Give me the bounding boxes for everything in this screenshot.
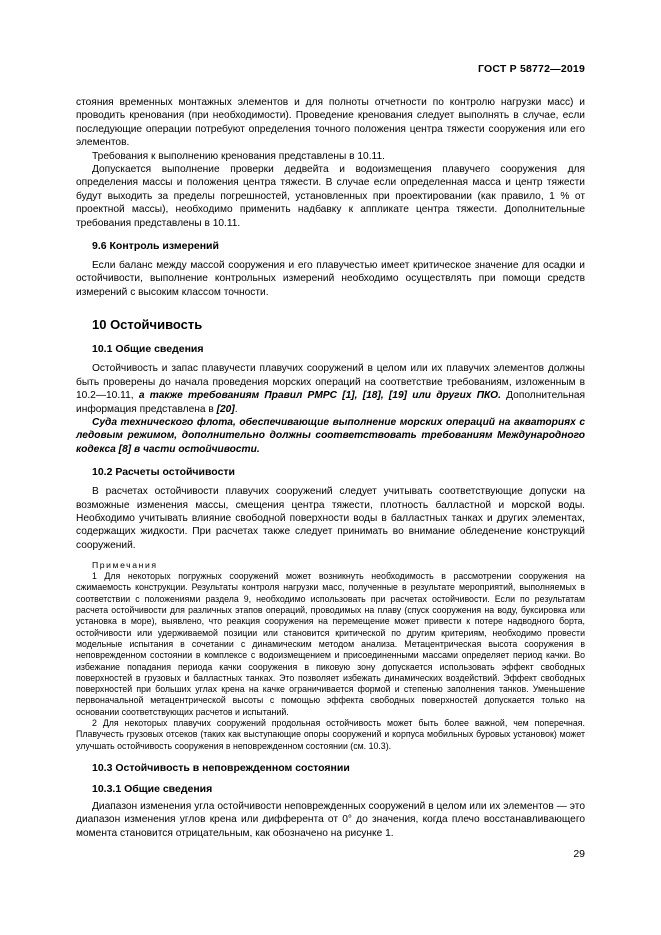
paragraph-stability-general [76, 362, 585, 416]
paragraph-inclining-ref: Требования к выполнению кренования представлены в 10.11. [92, 150, 385, 162]
paragraph-deadweight-check: Допускается выполнение проверки дедвейта и водоизмещения плавучего сооружения для определения массы и положения центра тяжести. В случае если определенная масса и центр тяжести будут выходить за пределы погрешностей, установленных при проектировании (как правило, 1 % от проектной массы), необходимо применить надбавку к аппликате центра тяжести. Дополнительные требования представлены в 10.11. [76, 164, 585, 229]
text-run-emphasis: [20] [216, 403, 235, 415]
section-heading-9-6: 9.6 Контроль измерений [92, 240, 219, 253]
notes-title: Примечания [92, 560, 158, 571]
section-heading-10: 10 Остойчивость [92, 317, 203, 333]
document-id: ГОСТ Р 58772—2019 [477, 63, 585, 75]
text-run: Остойчивость и запас плавучести плавучих сооружений в целом или их плавучих элементов должны быть проверены до начала проведения морских операций на соответствие требованиям, изложенным в 10.2—10.11, [76, 363, 585, 402]
paragraph-stability-calculations: В расчетах остойчивости плавучих сооружений следует учитывать соответствующие допуски на возможные изменения массы, смещения центра тяжести, плотность балластной и морской воды. Необходимо учитывать влияние свободной поверхности воды в балластных танках и других элементах, содержащих жидкости. При расчетах также следует принимать во внимание обледенение конструкций сооружений. [76, 486, 585, 551]
section-heading-10-2: 10.2 Расчеты остойчивости [92, 466, 236, 479]
section-heading-10-1: 10.1 Общие сведения [92, 343, 204, 356]
note-2: 2 Для некоторых плавучих сооружений продольная остойчивость может быть более важной, чем поперечная. Плавучесть грузовых отсеков (таких как выступающие опоры сооружений и корпуса мобильных буровых установок) может улучшать остойчивость сооружения в неповрежденном состоянии (см. 10.3). [76, 718, 585, 751]
page-body [76, 96, 585, 840]
text-run-emphasis: а также требованиям Правил РМРС [1], [18], [19] или других ПКО. [138, 390, 501, 402]
text-run: Дополнительная информация представлена в [76, 390, 586, 415]
section-heading-10-3: 10.3 Остойчивость в неповрежденном состоянии [92, 761, 350, 774]
text-run: . [234, 403, 238, 415]
paragraph-intact-stability-range: Диапазон изменения угла остойчивости неповрежденных сооружений в целом или их элементов — это диапазон изменения углов крена или дифферента от 0° до значения, когда плечо восстанавливающего момента становится отрицательным, как обозначено на рисунке 1. [76, 800, 585, 839]
paragraph-continuation: стояния временных монтажных элементов и для полноты отчетности по контролю нагрузки масс) и проводить кренования (при необходимости). Проведение кренования следует выполнять в случае, если последующие операции потребуют определения точного положения центра тяжести сооружения или его элементов. [76, 97, 585, 149]
page-number: 29 [573, 848, 585, 860]
paragraph-ice-vessels: Суда технического флота, обеспечивающие выполнение морских операций на акваториях с ледовым режимом, дополнительно должны соответствовать требованиям Международного кодекса [8] в части остойчивости. [76, 416, 585, 455]
section-heading-10-3-1: 10.3.1 Общие сведения [92, 782, 213, 795]
note-1: 1 Для некоторых погружных сооружений может возникнуть необходимость в рассмотрении сооружения на сжимаемость конструкции. Результаты контроля нагрузки масс, полученные в результате мероприятий, выполняемых в соответствии с положениями раздела 9, необходимо использовать при расчетах остойчивости. Если по результатам расчета остойчивости для различных этапов операций, проводимых на плаву (спуск сооружения на воду, буксировка или установка в море), выявлено, что реакция сооружения на перемещение может привести к потере надводного борта, остойчивости или удерживаемой позиции или становится критической по другим критериям, необходимо провести модельные испытания в сочетании с динамическим методом анализа. Метацентрическая высота сооружения в неповрежденном состоянии в комплексе с водоизмещением и присоединенными массами определяет период качки. Во избежание попадания периода качки сооружения в пиковую зону допускается использовать эффект свободных поверхностей в грузовых и балластных танках. Это позволяет избежать динамических воздействий. Эффект свободных поверхностей при больших углах крена на качке ограничивается формой и степенью заполнения танков. Уменьшение первоначальной метацентрической высоты с помощью эффекта свободных поверхностей допускается только на основании соответствующих расчетов и испытаний. [76, 571, 585, 717]
paragraph-measurement-control: Если баланс между массой сооружения и его плавучестью имеет критическое значение для осадки и остойчивости, выполнение контрольных измерений необходимо осуществлять при помощи средств измерений с высоким классом точности. [76, 260, 585, 298]
